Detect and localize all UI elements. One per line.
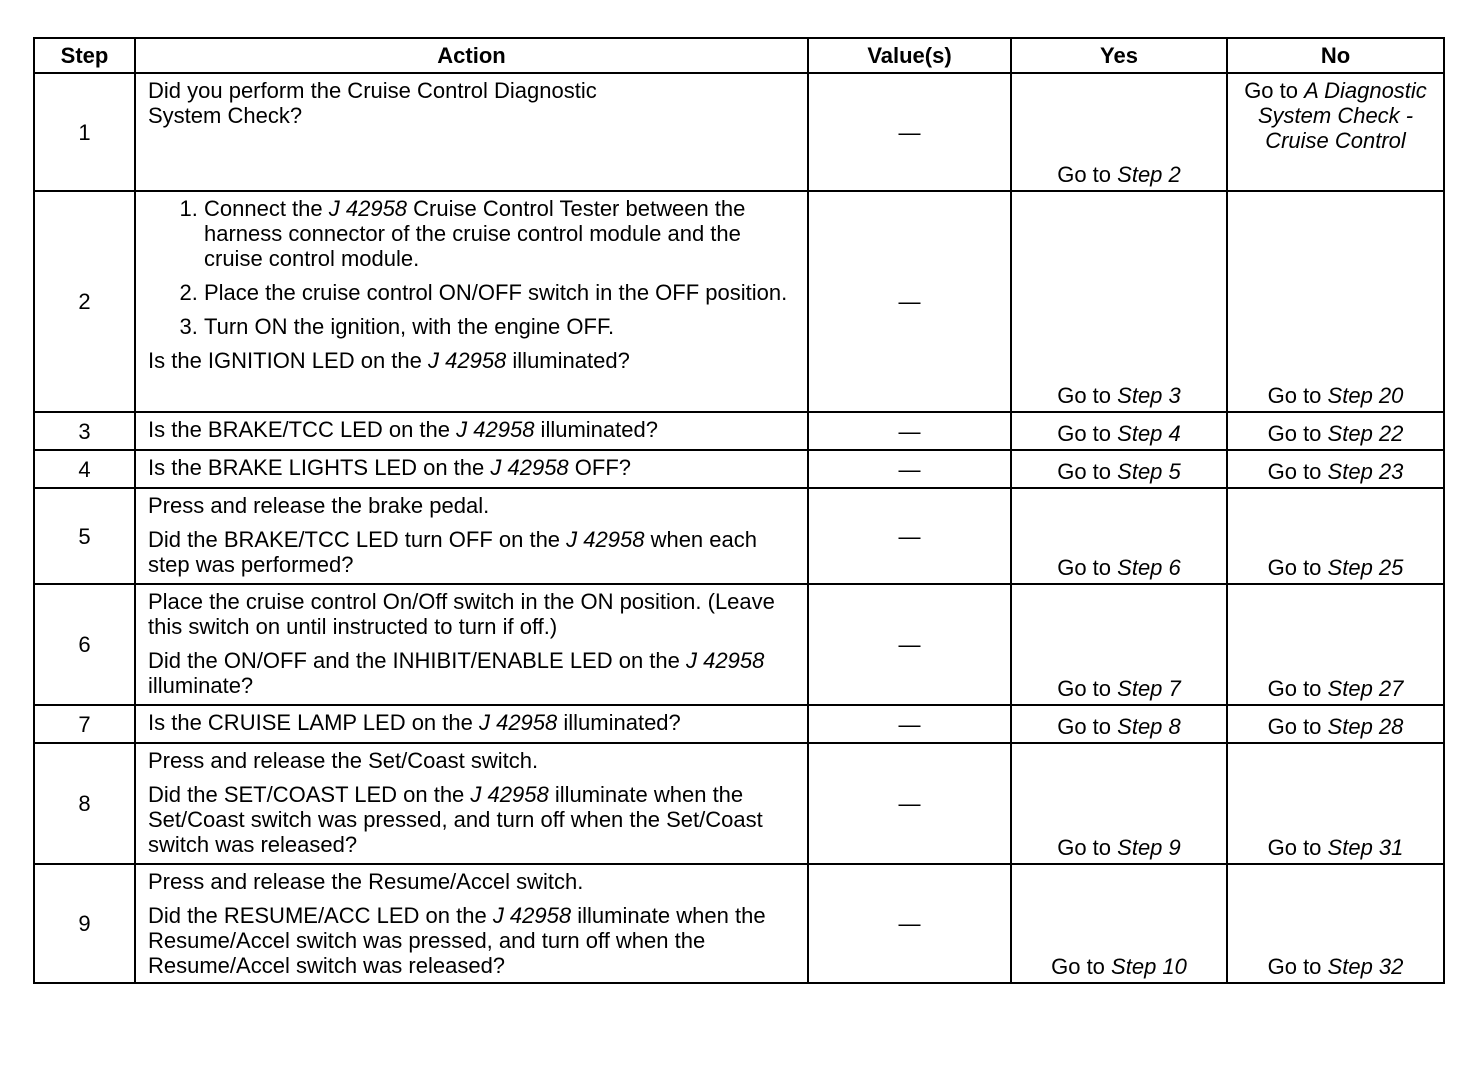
goto-label: Go to [1267, 954, 1322, 979]
no-cell [1227, 412, 1444, 450]
table-row [34, 743, 1444, 864]
goto-label: Go to [1057, 421, 1112, 446]
action-question: Is the CRUISE LAMP LED on the J 42958 illuminated? [148, 710, 681, 735]
tool-name: J 42958 [566, 527, 645, 552]
action-cell [135, 73, 808, 191]
yes-step-link[interactable]: Step 3 [1117, 383, 1181, 408]
action-instruction: Press and release the Set/Coast switch. [148, 748, 539, 773]
tool-name: J 42958 [470, 782, 549, 807]
action-cell [135, 412, 808, 450]
list-item: 1. Connect the J 42958 Cruise Control Tester between the harness connector of the cruise control module and the cruise control module. [204, 196, 797, 271]
action-cell [135, 705, 808, 743]
goto-label: Go to [1267, 676, 1322, 701]
yes-step-link[interactable]: Step 6 [1117, 555, 1181, 580]
no-step-link[interactable]: Step 32 [1327, 954, 1404, 979]
goto-label: Go to [1267, 714, 1322, 739]
header-step: Step [34, 38, 135, 73]
header-row [34, 38, 1444, 73]
goto-label: Go to [1057, 459, 1112, 484]
goto-label: Go to [1057, 383, 1112, 408]
goto-label: Go to [1267, 555, 1322, 580]
goto-label: Go to [1057, 676, 1112, 701]
no-step-link[interactable]: Step 20 [1327, 383, 1404, 408]
table-row [34, 864, 1444, 983]
goto-label: Go to [1267, 383, 1322, 408]
tool-name: J 42958 [686, 648, 765, 673]
no-step-link[interactable]: Step 27 [1327, 676, 1404, 701]
goto-label: Go to [1057, 714, 1112, 739]
yes-step-link[interactable]: Step 4 [1117, 421, 1181, 446]
goto-label: Go to [1267, 421, 1322, 446]
step-number: 8 [34, 743, 135, 864]
no-cell [1227, 450, 1444, 488]
no-cell [1227, 73, 1444, 191]
goto-label: Go to [1057, 835, 1112, 860]
action-cell [135, 584, 808, 705]
yes-cell [1011, 412, 1227, 450]
value-cell: — [808, 412, 1011, 450]
action-cell [135, 743, 808, 864]
tool-name: J 42958 [478, 710, 558, 735]
yes-cell [1011, 450, 1227, 488]
no-cell [1227, 191, 1444, 412]
list-item: 3. Turn ON the ignition, with the engine OFF. [204, 314, 797, 339]
yes-cell [1011, 864, 1227, 983]
yes-cell [1011, 584, 1227, 705]
no-step-link[interactable]: Step 22 [1327, 421, 1404, 446]
no-step-link[interactable]: Step 28 [1327, 714, 1404, 739]
table-row [34, 488, 1444, 584]
yes-cell [1011, 73, 1227, 191]
yes-step-link[interactable]: Step 5 [1117, 459, 1181, 484]
no-cell [1227, 705, 1444, 743]
goto-label: Go to [1244, 78, 1298, 103]
yes-step-link[interactable]: Step 8 [1117, 714, 1181, 739]
header-values: Value(s) [808, 38, 1011, 73]
action-cell [135, 864, 808, 983]
yes-step-link[interactable]: Step 2 [1117, 162, 1181, 187]
goto-label: Go to [1267, 459, 1322, 484]
goto-label: Go to [1051, 954, 1105, 979]
list-item: 2. Place the cruise control ON/OFF switch in the OFF position. [204, 280, 797, 305]
tool-name: J 42958 [492, 903, 572, 928]
header-yes: Yes [1011, 38, 1227, 73]
table-row [34, 191, 1444, 412]
action-cell [135, 450, 808, 488]
action-cell [135, 488, 808, 584]
action-cell [135, 191, 808, 412]
step-number: 2 [34, 191, 135, 412]
no-cell [1227, 488, 1444, 584]
no-step-link[interactable]: Step 23 [1327, 459, 1404, 484]
step-number: 3 [34, 412, 135, 450]
yes-cell [1011, 705, 1227, 743]
tool-name: J 42958 [490, 455, 569, 480]
action-steps-list [148, 196, 797, 339]
action-question: Did the ON/OFF and the INHIBIT/ENABLE LED on the J 42958 illuminate? [148, 648, 765, 698]
step-number: 4 [34, 450, 135, 488]
value-cell: — [808, 450, 1011, 488]
action-question: Is the IGNITION LED on the J 42958 illuminated? [148, 348, 630, 373]
action-question: Did the BRAKE/TCC LED turn OFF on the J 42958 when each step was performed? [148, 527, 757, 577]
goto-label: Go to [1057, 555, 1112, 580]
step-number: 7 [34, 705, 135, 743]
yes-step-link[interactable]: Step 9 [1117, 835, 1181, 860]
action-question: Is the BRAKE/TCC LED on the J 42958 illuminated? [148, 417, 658, 442]
no-cell [1227, 864, 1444, 983]
step-number: 1 [34, 73, 135, 191]
header-no: No [1227, 38, 1444, 73]
value-cell: — [808, 705, 1011, 743]
yes-step-link[interactable]: Step 7 [1117, 676, 1181, 701]
goto-label: Go to [1267, 835, 1322, 860]
action-question: Is the BRAKE LIGHTS LED on the J 42958 OFF? [148, 455, 632, 480]
goto-label: Go to [1057, 162, 1112, 187]
step-number: 9 [34, 864, 135, 983]
yes-cell [1011, 191, 1227, 412]
table-row [34, 412, 1444, 450]
diagnostic-table [33, 37, 1445, 984]
action-question: Did the SET/COAST LED on the J 42958 illuminate when the Set/Coast switch was pressed, and turn off when the Set/Coast switch was released? [148, 782, 763, 857]
yes-cell [1011, 743, 1227, 864]
tool-name: J 42958 [456, 417, 535, 442]
yes-step-link[interactable]: Step 10 [1111, 954, 1187, 979]
value-cell: — [808, 488, 1011, 584]
value-cell: — [808, 864, 1011, 983]
no-procedure-link[interactable]: A Diagnostic System Check - Cruise Control [1257, 78, 1427, 153]
value-cell: — [808, 73, 1011, 191]
step-number: 5 [34, 488, 135, 584]
value-cell: — [808, 191, 1011, 412]
action-instruction: Place the cruise control On/Off switch in the ON position. (Leave this switch on until instructed to turn if off.) [148, 589, 775, 639]
table-row [34, 584, 1444, 705]
value-cell: — [808, 743, 1011, 864]
table-row [34, 705, 1444, 743]
table-row [34, 450, 1444, 488]
step-number: 6 [34, 584, 135, 705]
table-row [34, 73, 1444, 191]
no-cell [1227, 743, 1444, 864]
tool-name: J 42958 [328, 196, 408, 221]
no-step-link[interactable]: Step 25 [1327, 555, 1404, 580]
tool-name: J 42958 [428, 348, 507, 373]
action-question: Did you perform the Cruise Control Diagnostic System Check? [148, 78, 597, 128]
no-cell [1227, 584, 1444, 705]
action-instruction: Press and release the brake pedal. [148, 493, 490, 518]
header-action: Action [135, 38, 808, 73]
action-instruction: Press and release the Resume/Accel switch. [148, 869, 584, 894]
value-cell: — [808, 584, 1011, 705]
no-step-link[interactable]: Step 31 [1327, 835, 1404, 860]
action-question: Did the RESUME/ACC LED on the J 42958 illuminate when the Resume/Accel switch was pressed, and turn off when the Resume/Accel switch was released? [148, 903, 766, 978]
yes-cell [1011, 488, 1227, 584]
